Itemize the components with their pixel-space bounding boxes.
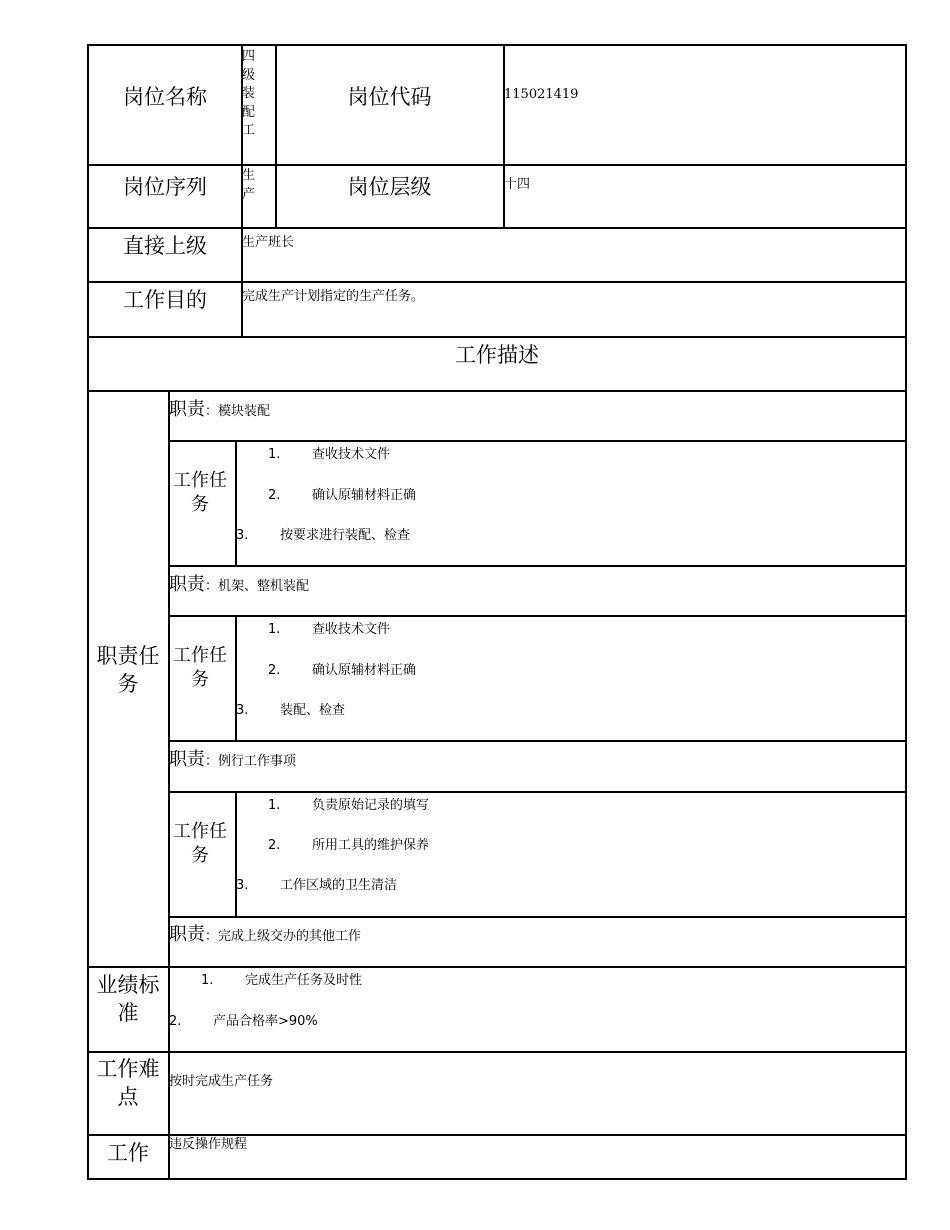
task-item: 3. 按要求进行装配、检查 bbox=[236, 528, 411, 543]
task-item: 2. 所用工具的维护保养 bbox=[268, 838, 430, 853]
duty-text: ：完成上级交办的其他工作 bbox=[205, 929, 362, 944]
task-item: 2. 确认原辅材料正确 bbox=[268, 488, 417, 503]
position-code-label: 岗位代码 bbox=[347, 85, 432, 109]
duty-text: ：机架、整机装配 bbox=[205, 579, 310, 594]
difficulty-value: 按时完成生产任务 bbox=[169, 1074, 274, 1089]
performance-label: 业绩标准 bbox=[96, 973, 160, 1025]
position-code-value: 115021419 bbox=[504, 87, 579, 102]
task-label: 工作任务 bbox=[173, 821, 227, 866]
task-label: 工作任务 bbox=[173, 645, 227, 690]
position-sequence-label: 岗位序列 bbox=[123, 175, 207, 199]
work-purpose-label: 工作目的 bbox=[123, 288, 207, 312]
task-item: 3. 工作区域的卫生清洁 bbox=[236, 878, 398, 893]
duty-text: ：例行工作事项 bbox=[205, 754, 297, 769]
last-row-label: 工作 bbox=[107, 1141, 149, 1165]
task-item: 1. 负责原始记录的填写 bbox=[268, 798, 430, 813]
direct-superior-value: 生产班长 bbox=[242, 235, 295, 250]
direct-superior-label: 直接上级 bbox=[123, 234, 207, 258]
duty-prefix: 职责 bbox=[169, 574, 205, 595]
position-sequence-value: 生产 bbox=[242, 168, 256, 202]
duty-title bbox=[169, 570, 309, 596]
position-name-value: 四级装配工 bbox=[242, 49, 256, 138]
duty-text: ：模块装配 bbox=[205, 404, 271, 419]
performance-item: 2. 产品合格率>90% bbox=[169, 1014, 318, 1029]
last-row-value: 违反操作规程 bbox=[169, 1137, 248, 1152]
task-label: 工作任务 bbox=[173, 470, 227, 515]
performance-item: 1. 完成生产任务及时性 bbox=[201, 973, 363, 988]
duty-title bbox=[169, 920, 361, 946]
work-purpose-value: 完成生产计划指定的生产任务。 bbox=[242, 289, 425, 304]
duties-label: 职责任务 bbox=[96, 644, 160, 696]
duty-prefix: 职责 bbox=[169, 924, 205, 945]
duty-prefix: 职责 bbox=[169, 399, 205, 420]
position-level-value: 十四 bbox=[504, 177, 531, 192]
duty-title bbox=[169, 745, 296, 771]
task-item: 1. 查收技术文件 bbox=[268, 622, 391, 637]
duty-prefix: 职责 bbox=[169, 749, 205, 770]
section-title: 工作描述 bbox=[455, 343, 539, 367]
position-name-label: 岗位名称 bbox=[123, 85, 207, 109]
position-level-label: 岗位层级 bbox=[347, 175, 432, 199]
task-item: 3. 装配、检查 bbox=[236, 703, 346, 718]
duty-title bbox=[169, 395, 270, 421]
task-item: 2. 确认原辅材料正确 bbox=[268, 663, 417, 678]
difficulty-label: 工作难点 bbox=[96, 1057, 160, 1109]
task-item: 1. 查收技术文件 bbox=[268, 447, 391, 462]
